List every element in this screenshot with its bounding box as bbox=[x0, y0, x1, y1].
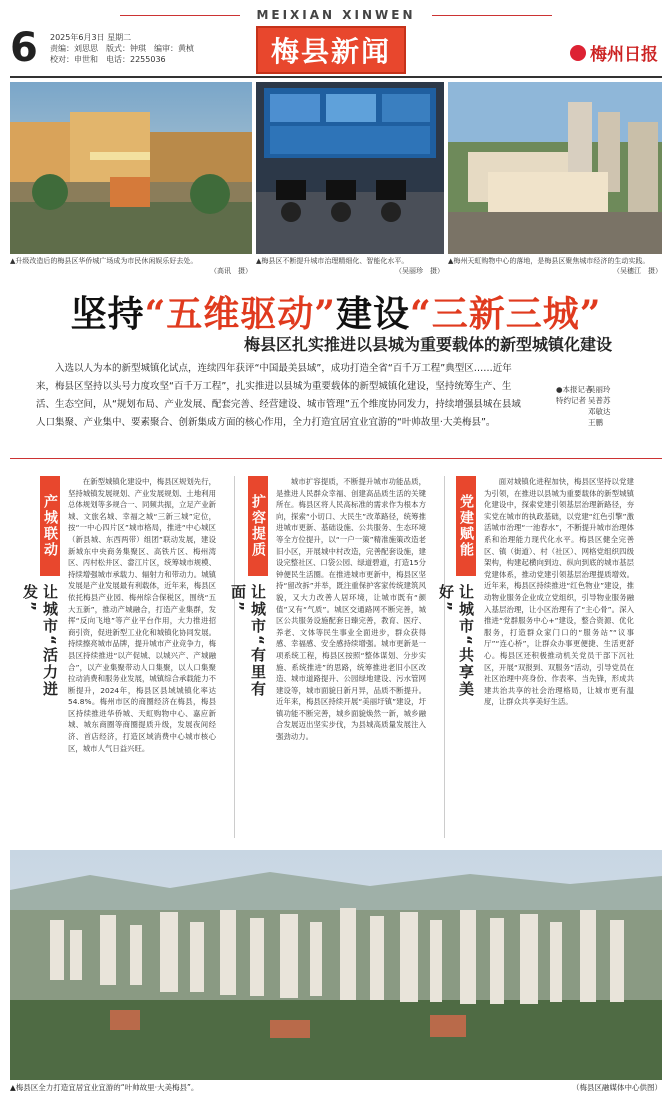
column-subtitle-1: 让城市“活力迸发” bbox=[21, 584, 59, 698]
column-subtitle-2: 让城市“有里有面” bbox=[229, 584, 267, 698]
photo-mall bbox=[448, 82, 662, 254]
bottom-caption bbox=[10, 1082, 662, 1093]
control-center-image bbox=[256, 82, 444, 254]
column-divider bbox=[234, 476, 235, 838]
column-tag-1: 产城联动 bbox=[40, 476, 60, 576]
caption-text: ▲梅州天虹购物中心的落地，是梅县区聚焦城市经济的生动实践。 bbox=[448, 257, 650, 265]
title-part: 坚持 bbox=[70, 293, 145, 335]
photo-plaza bbox=[10, 82, 252, 254]
proofreader: 校对：申世和 bbox=[50, 55, 98, 64]
column-divider bbox=[444, 476, 445, 838]
editor: 责编：刘思思 bbox=[50, 44, 98, 53]
caption-credit: （吴穗江 摄） bbox=[613, 267, 662, 275]
header-divider bbox=[10, 76, 662, 78]
caption-2 bbox=[256, 256, 444, 275]
photo-aerial bbox=[10, 850, 662, 1080]
page-number: 6 bbox=[10, 25, 38, 71]
caption-text: ▲梅县区不断提升城市治理精细化、智能化水平。 bbox=[256, 257, 409, 265]
page-title bbox=[10, 290, 662, 338]
caption-text: ▲升级改造后的梅县区华侨城广场成为市民休闲娱乐好去处。 bbox=[10, 257, 198, 265]
title-part: 建设 bbox=[336, 293, 411, 335]
paper-logo bbox=[570, 40, 658, 65]
column-body-1: 在新型城镇化建设中，梅县区规划先行，坚持城镇发展规划、产业发展规划、土地利用总体规划等多规合一、同频共振，立足产业新城、文旅名城、幸福之城“三新三城”定位，按“一中心四片区”城市格局，推进“中心城区（新县城、东西两带）组团”联动发展，建设新城东中央商务集聚区、高铁片区、梅州湾区、丙村松井区、畲江片区，统筹城市规模、持续增强城市承载力、辐射力和带动力。城镇发展是产业发展最有利载体，近年来，梅县区依托梅县产业园、梅州综合保税区，围绕“五大五新”，推动产城融合，打造产业集群，发挥“反向飞地”等产业平台作用，大力推进招商引资，促进新型工业化和城镇化协同发展。持续擦亮城市品牌，提升城市产业竞争力，梅县区持续推进“以产促城、以城兴产、产城融合”，以产业集聚带动人口集聚，以人口集聚拉动消费和服务业发展，城镇综合承载能力不断提升，2024年，梅县区县域城镇化率达54.8%。梅州市区的商圈经济在梅县，梅县区持续推进华侨城、天虹购物中心、嘉应新城、城东商圈等商圈提质升级，发展夜间经济、首店经济，打造区域消费中心城市核心区，城市人气日益兴旺。 bbox=[68, 477, 216, 753]
lead-paragraph: 入选以人为本的新型城镇化试点，连续四年获评“中国最美县域”，成功打造全省“百千万工程”典型区……近年来，梅县区坚持以头号力度攻坚“百千万工程”，扎实推进以县城为重要载体的新型城镇化建设，坚持统筹生产、生活、生态空间，从“规划布局、产业发展、配套完善、经营建设、城市管理”五个维度协同发力，持续增强县城在县域人口集聚、产业集中、要素聚合、创新集成方面的核心作用，全力打造宜居宜业宜游的“叶帅故里·大美梅县”。 bbox=[36, 363, 521, 428]
section-title: 梅县新闻 bbox=[270, 35, 391, 68]
column-tag-3: 党建赋能 bbox=[456, 476, 476, 576]
section-banner bbox=[256, 26, 406, 74]
issue-date: 2025年6月3日 星期二 bbox=[50, 33, 132, 42]
plaza-image bbox=[10, 82, 252, 254]
column-body-3: 面对城镇化进程加快，梅县区坚持以党建为引领，在推进以县城为重要载体的新型城镇化建设中，探索党建引领基层治理新路径，夯实党在城市的执政基础，以党建“红色引擎”激活城市治理“一池春水”，不断提升城市治理体系和治理能力现代化水平。梅县区健全完善区、镇（街道）、村（社区）、网格党组织四级架构，构建起横向到边、纵向到底的城市基层党建体系，推动党建引领基层治理提质增效。近年来，梅县区持续推进“红色物业”建设，推动物业服务企业成立党组织，引导物业服务融入基层治理，让小区治理有了“主心骨”。深入推进“党群服务中心+”建设，整合资源、优化服务，打造群众家门口的“服务站”“议事厅”“连心桥”，让群众办事更便捷、生活更舒心。梅县区还积极推动机关党员干部下沉社区，开展“双报到、双服务”活动，引导党员在社区治理中亮身份、作表率、当先锋，形成共建共治共享的社会治理格局，让城市更有温度，让群众共享美好生活。 bbox=[484, 477, 634, 707]
byline-roles: ●本报记者 特约记者 bbox=[556, 385, 593, 405]
column-tag-2: 扩容提质 bbox=[248, 476, 268, 576]
byline-names: 吴丽玲 吴普苏 邓敏达 王鹏 bbox=[588, 385, 611, 427]
mall-image bbox=[448, 82, 662, 254]
section-divider bbox=[10, 458, 662, 459]
column-subtitle-3: 让城市“共享美好” bbox=[437, 584, 475, 698]
caption-1 bbox=[10, 256, 252, 275]
caption-credit: （吴丽珍 摄） bbox=[395, 267, 444, 275]
title-highlight: “五维驱动” bbox=[144, 293, 336, 335]
title-highlight: “三新三城” bbox=[410, 293, 602, 335]
masthead bbox=[10, 4, 662, 76]
caption-credit: （高讯 摄） bbox=[210, 267, 252, 275]
bottom-caption-credit: （梅县区融媒体中心供图） bbox=[572, 1083, 662, 1092]
photo-control-center bbox=[256, 82, 444, 254]
caption-3 bbox=[448, 256, 662, 275]
bottom-caption-text: ▲梅县区全力打造宜居宜业宜游的“叶帅故里·大美梅县”。 bbox=[10, 1083, 199, 1092]
paper-name: 梅州日报 bbox=[590, 45, 658, 65]
phone: 电话：2255036 bbox=[106, 55, 166, 64]
aerial-image bbox=[10, 850, 662, 1080]
logo-icon bbox=[570, 45, 586, 61]
subtitle: 梅县区扎实推进以县城为重要载体的新型城镇化建设 bbox=[243, 335, 612, 354]
column-body-2: 城市扩容提质，不断提升城市功能品质，是推进人民群众幸福、创建高品质生活的关键所在。梅县区将人民高标准的需求作为根本方向，探索“小切口、大民生”改革路径，统筹推进城市更新、基础设施、公共服务、生态环境等全方位提升，以“一户一策”精准施策改造老旧小区，开展城中村改造，完善配套设施，建设完整社区、口袋公园、绿道碧道，打造15分钟便民生活圈。在推进城市更新中，梅县区坚持“留改拆”并举，既注重保护客家传统建筑风貌，又大力改善人居环境，让城市既有“颜值”又有“气质”。城区交通路网不断完善，城区公共服务设施配套日臻完善，教育、医疗、养老、文体等民生事业全面进步，群众获得感、幸福感、安全感持续增强。城市更新是一项系统工程，梅县区按照“整体谋划、分步实施、系统推进”的思路，统筹推进老旧小区改造、城市道路提升、公园绿地建设、污水管网建设等，城市面貌日新月异，品质不断提升。近年来，梅县区持续开展“美丽圩镇”建设，圩镇功能不断完善，城乡面貌焕然一新，城乡融合发展迈出坚实步伐，为县城高质量发展注入强劲动力。 bbox=[276, 477, 426, 742]
issue-meta bbox=[50, 32, 210, 65]
section-pinyin: MEIXIAN XINWEN bbox=[10, 8, 662, 22]
layout-editor: 版式：钟琪 bbox=[106, 44, 146, 53]
desk: 编审：黄桢 bbox=[154, 44, 194, 53]
